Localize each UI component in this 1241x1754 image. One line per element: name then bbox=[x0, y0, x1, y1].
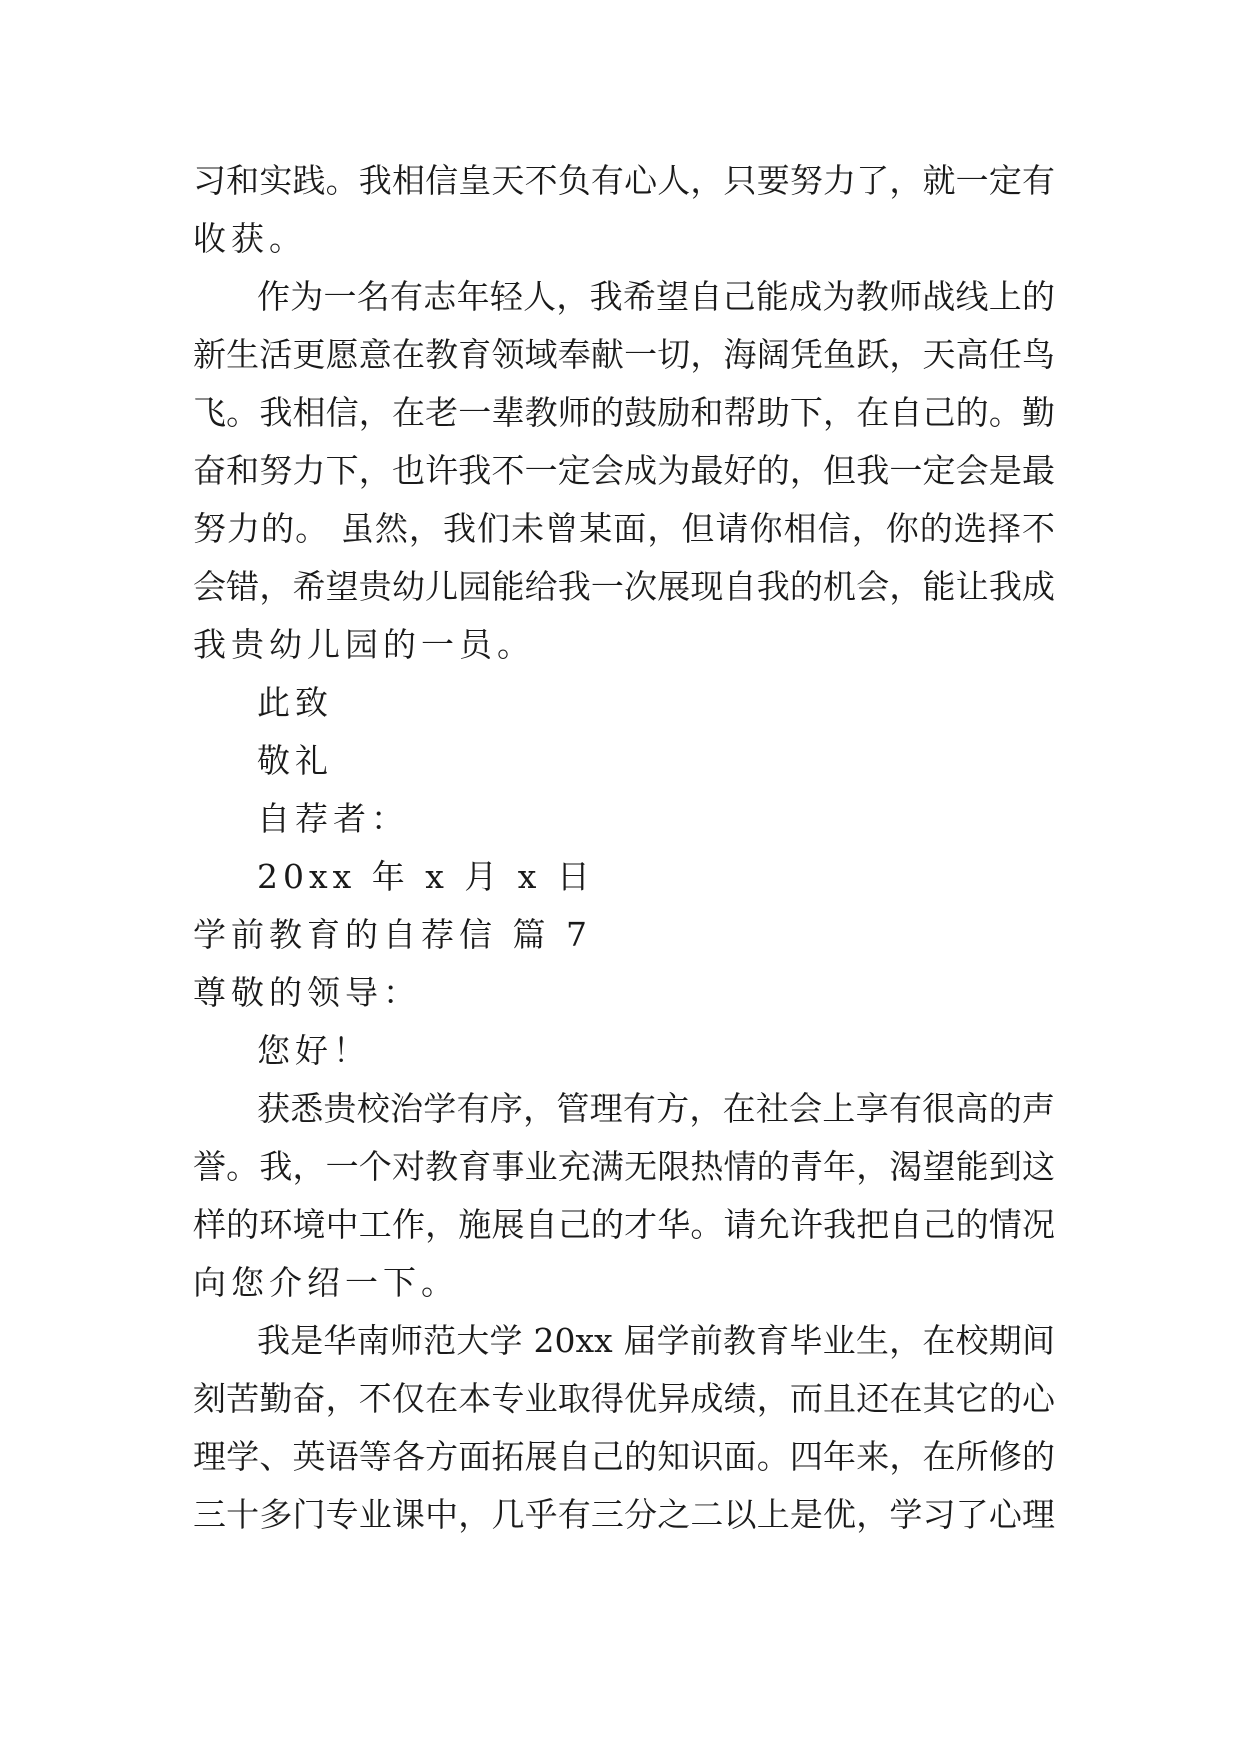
text-line: 样的环境中工作，施展自己的才华。请允许我把自己的情况 bbox=[193, 1205, 1055, 1244]
text-line: 我贵幼儿园的一员。 bbox=[193, 625, 535, 664]
text-line: 会错，希望贵幼儿园能给我一次展现自我的机会，能让我成 bbox=[193, 567, 1055, 606]
text-line: 尊敬的领导： bbox=[193, 973, 421, 1012]
text-line: 您好！ bbox=[257, 1031, 371, 1070]
text-line: 飞。我相信，在老一辈教师的鼓励和帮助下，在自己的。勤 bbox=[193, 393, 1055, 432]
text-line: 奋和努力下，也许我不一定会成为最好的，但我一定会是最 bbox=[193, 451, 1055, 490]
text-line: 敬礼 bbox=[257, 741, 333, 780]
text-line: 誉。我，一个对教育事业充满无限热情的青年，渴望能到这 bbox=[193, 1147, 1055, 1186]
text-line: 此致 bbox=[257, 683, 333, 722]
text-line: 努力的。 虽然，我们未曾某面，但请你相信，你的选择不 bbox=[193, 509, 1055, 548]
text-line: 三十多门专业课中，几乎有三分之二以上是优，学习了心理 bbox=[193, 1495, 1055, 1534]
text-line: 我是华南师范大学 20xx 届学前教育毕业生，在校期间 bbox=[257, 1321, 1055, 1360]
text-line: 新生活更愿意在教育领域奉献一切，海阔凭鱼跃，天高任鸟 bbox=[193, 335, 1055, 374]
text-line: 向您介绍一下。 bbox=[193, 1263, 459, 1302]
text-line: 学前教育的自荐信 篇 7 bbox=[193, 915, 592, 954]
document-body bbox=[193, 152, 1055, 1544]
text-line: 习和实践。我相信皇天不负有心人，只要努力了，就一定有 bbox=[193, 161, 1055, 200]
text-line: 自荐者： bbox=[257, 799, 409, 838]
text-line: 理学、英语等各方面拓展自己的知识面。四年来，在所修的 bbox=[193, 1437, 1055, 1476]
text-line: 作为一名有志年轻人，我希望自己能成为教师战线上的 bbox=[257, 277, 1055, 316]
text-line: 收获。 bbox=[193, 219, 307, 258]
text-line: 获悉贵校治学有序，管理有方，在社会上享有很高的声 bbox=[257, 1089, 1055, 1128]
text-line: 20xx 年 x 月 x 日 bbox=[257, 857, 595, 896]
text-line: 刻苦勤奋，不仅在本专业取得优异成绩，而且还在其它的心 bbox=[193, 1379, 1055, 1418]
